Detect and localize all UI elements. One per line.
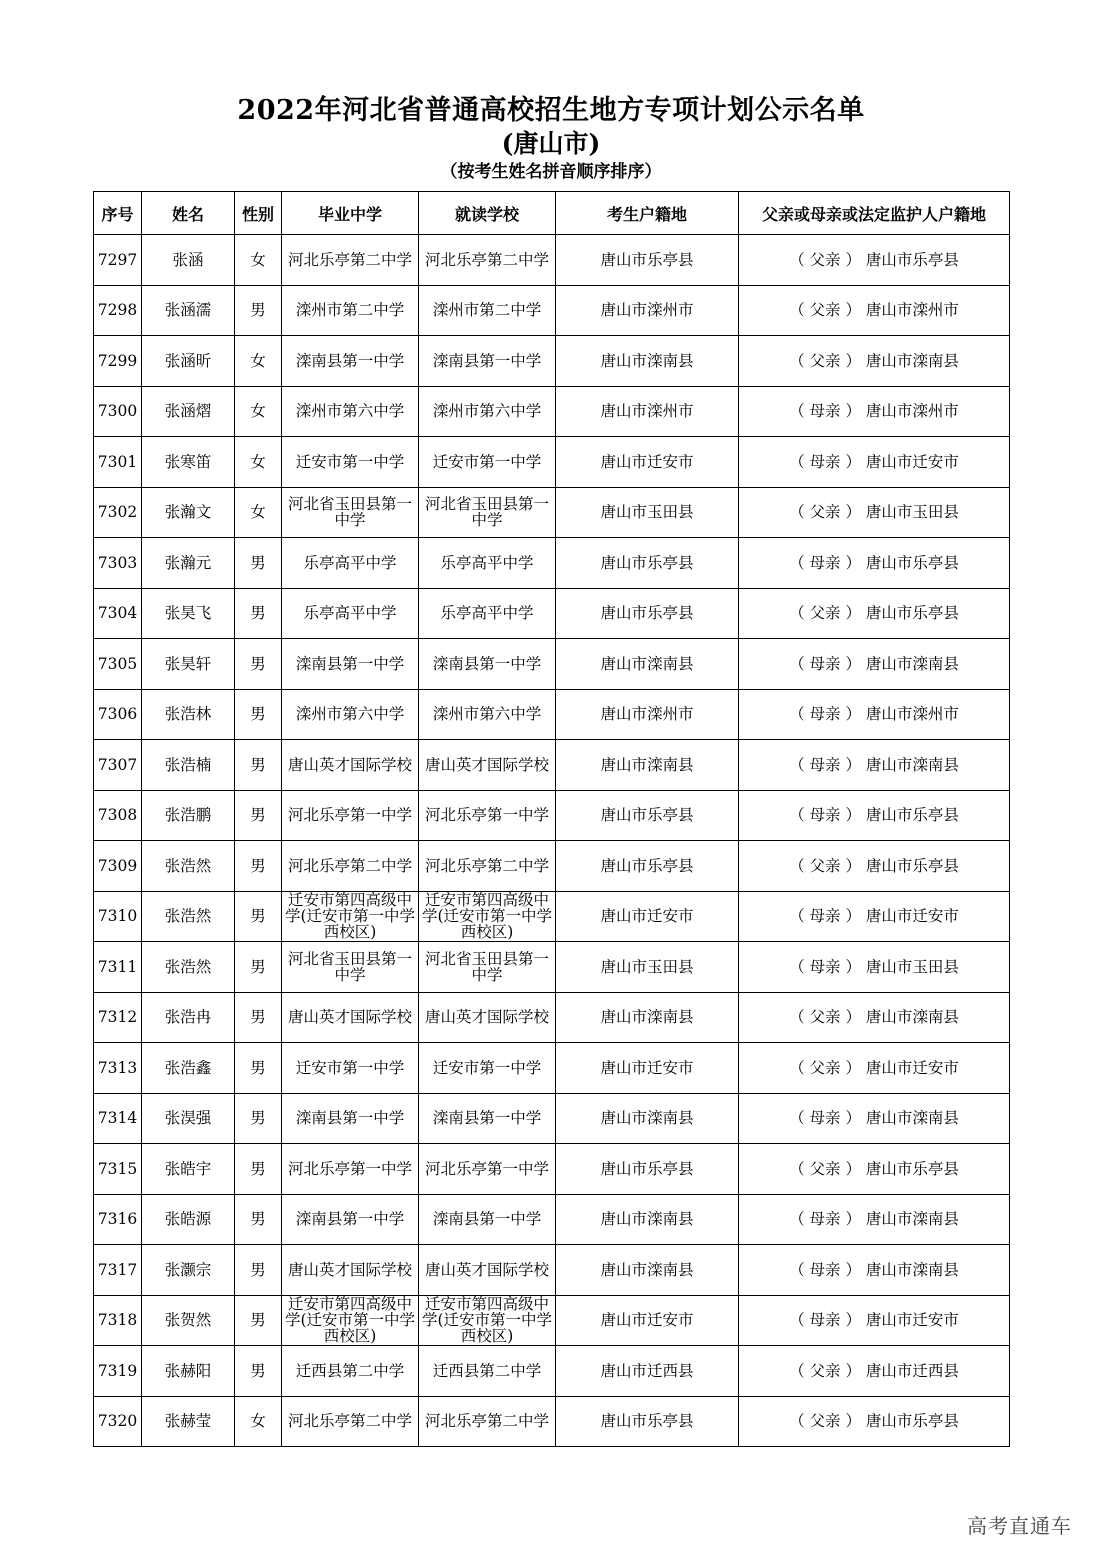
header-graduation-school: 毕业中学 [282,192,419,235]
cell-gender: 男 [235,992,282,1043]
cell-student-residence: 唐山市乐亭县 [556,1396,739,1447]
cell-graduation-school: 河北省玉田县第一中学 [282,942,419,993]
cell-index: 7303 [94,538,142,589]
cell-graduation-school: 滦南县第一中学 [282,336,419,387]
cell-guardian-residence: （ 母亲 ） 唐山市迁安市 [739,891,1010,942]
sort-note: （按考生姓名拼音顺序排序） [440,162,662,182]
cell-name: 张瀚文 [142,487,235,538]
cell-graduation-school: 唐山英才国际学校 [282,740,419,791]
cell-gender: 男 [235,841,282,892]
table-row [94,437,1010,488]
cell-gender: 女 [235,1396,282,1447]
cell-index: 7308 [94,790,142,841]
cell-student-residence: 唐山市乐亭县 [556,1144,739,1195]
table-row [94,235,1010,286]
cell-gender: 男 [235,639,282,690]
cell-name: 张赫莹 [142,1396,235,1447]
cell-index: 7298 [94,285,142,336]
cell-gender: 男 [235,588,282,639]
cell-index: 7299 [94,336,142,387]
cell-index: 7319 [94,1346,142,1397]
cell-current-school: 河北省玉田县第一中学 [419,942,556,993]
cell-index: 7302 [94,487,142,538]
cell-current-school: 河北省玉田县第一中学 [419,487,556,538]
cell-gender: 男 [235,689,282,740]
watermark: 高考直通车 [967,1514,1072,1538]
cell-gender: 男 [235,790,282,841]
cell-name: 张涵昕 [142,336,235,387]
cell-guardian-residence: （ 母亲 ） 唐山市乐亭县 [739,790,1010,841]
cell-current-school: 滦州市第六中学 [419,689,556,740]
cell-index: 7297 [94,235,142,286]
cell-student-residence: 唐山市乐亭县 [556,790,739,841]
document-title: 2022年河北省普通高校招生地方专项计划公示名单 [237,95,865,126]
table-row [94,386,1010,437]
header-student-residence: 考生户籍地 [556,192,739,235]
cell-graduation-school: 乐亭高平中学 [282,588,419,639]
cell-gender: 男 [235,891,282,942]
cell-student-residence: 唐山市乐亭县 [556,588,739,639]
cell-guardian-residence: （ 母亲 ） 唐山市玉田县 [739,942,1010,993]
table-row [94,487,1010,538]
table-row [94,1346,1010,1397]
table-row [94,992,1010,1043]
cell-name: 张淏强 [142,1093,235,1144]
cell-name: 张浩冉 [142,992,235,1043]
cell-guardian-residence: （ 母亲 ） 唐山市乐亭县 [739,538,1010,589]
cell-current-school: 滦南县第一中学 [419,1093,556,1144]
cell-student-residence: 唐山市玉田县 [556,487,739,538]
cell-name: 张赫阳 [142,1346,235,1397]
cell-guardian-residence: （ 母亲 ） 唐山市滦南县 [739,1093,1010,1144]
cell-index: 7304 [94,588,142,639]
cell-index: 7315 [94,1144,142,1195]
cell-current-school: 滦州市第二中学 [419,285,556,336]
document-subtitle: (唐山市) [501,129,601,158]
header-guardian-residence: 父亲或母亲或法定监护人户籍地 [739,192,1010,235]
cell-graduation-school: 迁西县第二中学 [282,1346,419,1397]
table-row [94,841,1010,892]
cell-guardian-residence: （ 父亲 ） 唐山市乐亭县 [739,235,1010,286]
table-row [94,1093,1010,1144]
cell-index: 7310 [94,891,142,942]
cell-guardian-residence: （ 父亲 ） 唐山市玉田县 [739,487,1010,538]
cell-gender: 男 [235,1144,282,1195]
cell-gender: 男 [235,942,282,993]
cell-graduation-school: 迁安市第一中学 [282,437,419,488]
cell-current-school: 迁安市第一中学 [419,1043,556,1094]
cell-name: 张寒笛 [142,437,235,488]
cell-current-school: 迁安市第四高级中学(迁安市第一中学西校区) [419,1295,556,1346]
cell-gender: 男 [235,285,282,336]
cell-index: 7309 [94,841,142,892]
cell-student-residence: 唐山市乐亭县 [556,841,739,892]
cell-graduation-school: 乐亭高平中学 [282,538,419,589]
cell-current-school: 滦南县第一中学 [419,639,556,690]
cell-graduation-school: 河北乐亭第二中学 [282,1396,419,1447]
cell-graduation-school: 滦南县第一中学 [282,639,419,690]
cell-gender: 女 [235,235,282,286]
cell-gender: 男 [235,1043,282,1094]
cell-current-school: 唐山英才国际学校 [419,992,556,1043]
cell-name: 张浩林 [142,689,235,740]
cell-student-residence: 唐山市滦南县 [556,1093,739,1144]
cell-current-school: 河北乐亭第二中学 [419,841,556,892]
table-row [94,336,1010,387]
cell-student-residence: 唐山市乐亭县 [556,538,739,589]
table-row [94,1144,1010,1195]
cell-gender: 男 [235,1346,282,1397]
cell-current-school: 河北乐亭第二中学 [419,1396,556,1447]
cell-current-school: 唐山英才国际学校 [419,740,556,791]
cell-name: 张昊飞 [142,588,235,639]
cell-name: 张贺然 [142,1295,235,1346]
cell-gender: 男 [235,538,282,589]
cell-guardian-residence: （ 母亲 ） 唐山市滦南县 [739,1194,1010,1245]
cell-student-residence: 唐山市滦州市 [556,386,739,437]
table-row [94,639,1010,690]
table-row [94,1396,1010,1447]
cell-name: 张浩然 [142,841,235,892]
cell-gender: 男 [235,1093,282,1144]
cell-name: 张浩鑫 [142,1043,235,1094]
cell-current-school: 滦州市第六中学 [419,386,556,437]
cell-index: 7305 [94,639,142,690]
cell-index: 7320 [94,1396,142,1447]
cell-current-school: 唐山英才国际学校 [419,1245,556,1296]
cell-index: 7313 [94,1043,142,1094]
cell-guardian-residence: （ 父亲 ） 唐山市滦南县 [739,336,1010,387]
cell-student-residence: 唐山市滦南县 [556,1194,739,1245]
cell-guardian-residence: （ 母亲 ） 唐山市滦州市 [739,386,1010,437]
cell-name: 张瀚元 [142,538,235,589]
cell-graduation-school: 河北乐亭第一中学 [282,1144,419,1195]
cell-index: 7312 [94,992,142,1043]
cell-guardian-residence: （ 父亲 ） 唐山市乐亭县 [739,1144,1010,1195]
cell-student-residence: 唐山市迁安市 [556,1295,739,1346]
cell-guardian-residence: （ 母亲 ） 唐山市迁安市 [739,1295,1010,1346]
cell-name: 张涵熠 [142,386,235,437]
cell-guardian-residence: （ 母亲 ） 唐山市滦州市 [739,689,1010,740]
cell-current-school: 河北乐亭第二中学 [419,235,556,286]
cell-graduation-school: 滦州市第二中学 [282,285,419,336]
cell-student-residence: 唐山市迁安市 [556,891,739,942]
cell-graduation-school: 河北乐亭第二中学 [282,235,419,286]
cell-student-residence: 唐山市滦南县 [556,992,739,1043]
cell-gender: 女 [235,386,282,437]
header-index: 序号 [94,192,142,235]
cell-name: 张浩楠 [142,740,235,791]
cell-index: 7300 [94,386,142,437]
cell-current-school: 乐亭高平中学 [419,538,556,589]
cell-graduation-school: 唐山英才国际学校 [282,1245,419,1296]
cell-name: 张浩鹏 [142,790,235,841]
cell-graduation-school: 滦南县第一中学 [282,1093,419,1144]
cell-guardian-residence: （ 母亲 ） 唐山市滦南县 [739,639,1010,690]
table-row [94,1043,1010,1094]
cell-graduation-school: 迁安市第一中学 [282,1043,419,1094]
cell-graduation-school: 滦州市第六中学 [282,689,419,740]
cell-student-residence: 唐山市滦南县 [556,740,739,791]
cell-graduation-school: 河北乐亭第一中学 [282,790,419,841]
cell-guardian-residence: （ 母亲 ） 唐山市滦南县 [739,740,1010,791]
cell-index: 7314 [94,1093,142,1144]
cell-guardian-residence: （ 父亲 ） 唐山市迁西县 [739,1346,1010,1397]
cell-name: 张灏宗 [142,1245,235,1296]
cell-gender: 女 [235,336,282,387]
cell-name: 张浩然 [142,891,235,942]
cell-name: 张昊轩 [142,639,235,690]
cell-student-residence: 唐山市迁安市 [556,437,739,488]
table-row [94,790,1010,841]
cell-index: 7306 [94,689,142,740]
table-row [94,538,1010,589]
cell-current-school: 河北乐亭第一中学 [419,1144,556,1195]
cell-student-residence: 唐山市迁西县 [556,1346,739,1397]
cell-guardian-residence: （ 父亲 ） 唐山市滦南县 [739,992,1010,1043]
table-body [94,235,1010,1447]
cell-index: 7318 [94,1295,142,1346]
table-row [94,740,1010,791]
cell-guardian-residence: （ 母亲 ） 唐山市滦南县 [739,1245,1010,1296]
cell-guardian-residence: （ 父亲 ） 唐山市乐亭县 [739,841,1010,892]
cell-gender: 男 [235,1295,282,1346]
cell-guardian-residence: （ 父亲 ） 唐山市迁安市 [739,1043,1010,1094]
cell-index: 7307 [94,740,142,791]
table-row [94,942,1010,993]
cell-current-school: 乐亭高平中学 [419,588,556,639]
table-row [94,689,1010,740]
cell-guardian-residence: （ 父亲 ） 唐山市乐亭县 [739,1396,1010,1447]
header-gender: 性别 [235,192,282,235]
header-current-school: 就读学校 [419,192,556,235]
table-row [94,1194,1010,1245]
cell-graduation-school: 河北省玉田县第一中学 [282,487,419,538]
roster-table [93,191,1010,1447]
cell-name: 张浩然 [142,942,235,993]
cell-current-school: 滦南县第一中学 [419,1194,556,1245]
cell-name: 张涵 [142,235,235,286]
cell-graduation-school: 迁安市第四高级中学(迁安市第一中学西校区) [282,1295,419,1346]
cell-guardian-residence: （ 母亲 ） 唐山市迁安市 [739,437,1010,488]
table-row [94,891,1010,942]
cell-guardian-residence: （ 父亲 ） 唐山市乐亭县 [739,588,1010,639]
cell-name: 张皓宇 [142,1144,235,1195]
cell-current-school: 迁西县第二中学 [419,1346,556,1397]
table-row [94,1245,1010,1296]
cell-name: 张皓源 [142,1194,235,1245]
cell-student-residence: 唐山市滦南县 [556,1245,739,1296]
cell-graduation-school: 滦南县第一中学 [282,1194,419,1245]
cell-student-residence: 唐山市玉田县 [556,942,739,993]
cell-current-school: 迁安市第一中学 [419,437,556,488]
cell-guardian-residence: （ 父亲 ） 唐山市滦州市 [739,285,1010,336]
cell-student-residence: 唐山市迁安市 [556,1043,739,1094]
table-row [94,285,1010,336]
cell-gender: 男 [235,1245,282,1296]
cell-current-school: 河北乐亭第一中学 [419,790,556,841]
table-header-row [94,192,1010,235]
cell-index: 7301 [94,437,142,488]
cell-index: 7317 [94,1245,142,1296]
table-row [94,1295,1010,1346]
cell-graduation-school: 迁安市第四高级中学(迁安市第一中学西校区) [282,891,419,942]
cell-student-residence: 唐山市滦南县 [556,336,739,387]
cell-graduation-school: 唐山英才国际学校 [282,992,419,1043]
cell-current-school: 迁安市第四高级中学(迁安市第一中学西校区) [419,891,556,942]
cell-graduation-school: 河北乐亭第二中学 [282,841,419,892]
cell-index: 7311 [94,942,142,993]
table-row [94,588,1010,639]
cell-gender: 女 [235,487,282,538]
cell-gender: 男 [235,1194,282,1245]
cell-gender: 女 [235,437,282,488]
cell-graduation-school: 滦州市第六中学 [282,386,419,437]
cell-gender: 男 [235,740,282,791]
header-name: 姓名 [142,192,235,235]
cell-student-residence: 唐山市滦南县 [556,639,739,690]
cell-index: 7316 [94,1194,142,1245]
cell-student-residence: 唐山市滦州市 [556,285,739,336]
cell-current-school: 滦南县第一中学 [419,336,556,387]
cell-student-residence: 唐山市滦州市 [556,689,739,740]
cell-name: 张涵濡 [142,285,235,336]
cell-student-residence: 唐山市乐亭县 [556,235,739,286]
